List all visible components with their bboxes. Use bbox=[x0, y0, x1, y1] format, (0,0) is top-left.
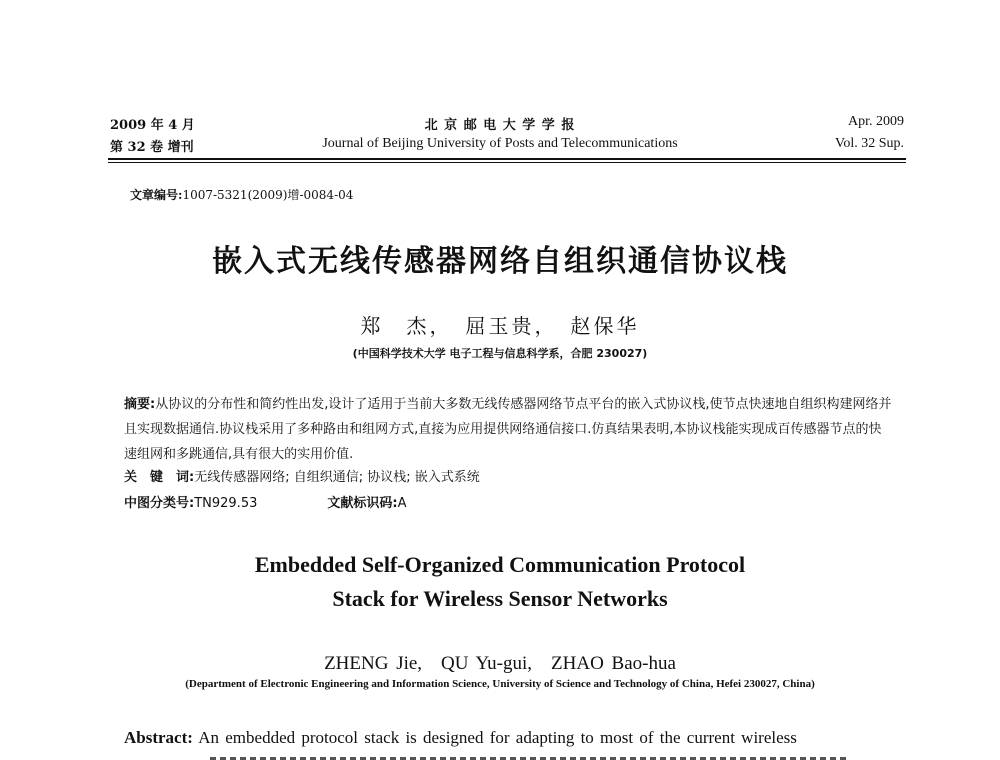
article-number-value: 1007-5321(2009)增-0084-04 bbox=[182, 188, 354, 202]
journal-name-en: Journal of Beijing University of Posts and Telecommunications bbox=[322, 136, 678, 151]
affiliation-cn: (中国科学技术大学 电子工程与信息科学系，合肥 230027) bbox=[352, 347, 648, 360]
abstract-en-text: An embedded protocol stack is designed for adapting to most of the current wireless bbox=[198, 728, 797, 747]
header-volume-cn: 第 32 卷 增刊 bbox=[110, 140, 194, 155]
clc-value: TN929.53 bbox=[194, 496, 258, 511]
doc-code-label: 文献标识码: bbox=[327, 496, 398, 511]
title-en-line-2: Stack for Wireless Sensor Networks bbox=[332, 586, 668, 611]
keywords-cn-label: 关 键 词: bbox=[124, 470, 195, 485]
keywords-cn bbox=[124, 466, 480, 485]
authors-en: ZHENG Jie, QU Yu-gui, ZHAO Bao-hua bbox=[324, 653, 676, 674]
journal-name-cn: 北 京 邮 电 大 学 学 报 bbox=[424, 118, 576, 133]
header-rule-thin bbox=[108, 162, 906, 163]
abstract-en bbox=[124, 728, 797, 748]
abstract-cn bbox=[124, 392, 894, 467]
header-date-en: Apr. 2009 bbox=[848, 114, 904, 129]
authors-cn: 郑 杰， 屈玉贵， 赵保华 bbox=[360, 314, 640, 338]
header-volume-en: Vol. 32 Sup. bbox=[835, 136, 904, 151]
doc-code-value: A bbox=[397, 496, 407, 511]
affiliation-en: (Department of Electronic Engineering and Information Science, University of Science and Technology of China, Hefei 230027, China) bbox=[185, 678, 815, 690]
title-cn: 嵌入式无线传感器网络自组织通信协议栈 bbox=[212, 244, 788, 279]
clc-label: 中图分类号: bbox=[124, 496, 195, 511]
article-number-label: 文章编号: bbox=[130, 188, 183, 202]
article-number bbox=[130, 186, 353, 203]
abstract-cn-label: 摘要: bbox=[124, 397, 156, 412]
clipped-text-line bbox=[210, 750, 850, 760]
header-date-cn: 2009 年 4 月 bbox=[110, 118, 195, 133]
title-en-line-1: Embedded Self-Organized Communication Protocol bbox=[254, 552, 746, 577]
classification-line bbox=[124, 492, 406, 511]
header-rule-thick bbox=[108, 158, 906, 160]
keywords-cn-text: 无线传感器网络; 自组织通信; 协议栈; 嵌入式系统 bbox=[194, 470, 480, 485]
abstract-en-label: Abstract: bbox=[124, 728, 193, 747]
abstract-cn-text: 从协议的分布性和简约性出发,设计了适用于当前大多数无线传感器网络节点平台的嵌入式协议栈,使节点快速地自组织构建网络并且实现数据通信.协议栈采用了多种路由和组网方式,直接为应用提供网络通信接口.仿真结果表明,本协议栈能实现成百传感器节点的快速组网和多跳通信,具有很大的实用价值. bbox=[124, 397, 892, 462]
